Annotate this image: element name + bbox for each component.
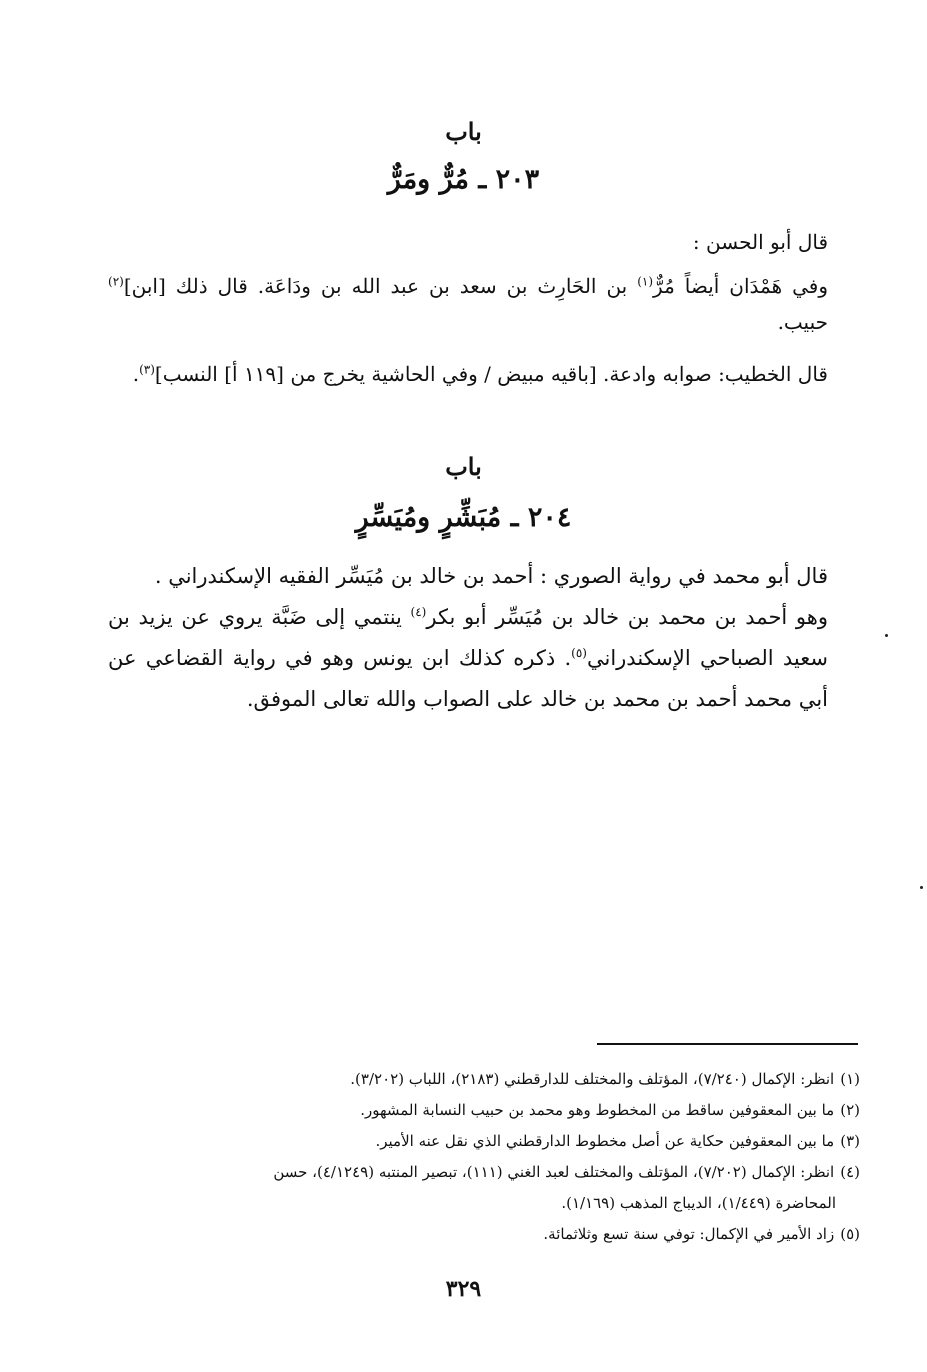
- paragraph-text: . ذكره كذلك ابن يونس وهو في رواية القضاعي عن أبي محمد أحمد بن محمد بن خالد على الصواب والله تعالى الموفق.: [108, 646, 828, 711]
- footnote-number: (٣): [840, 1132, 860, 1150]
- section-203-paragraph-1: [108, 268, 828, 340]
- footnote-4-continuation: [110, 1188, 860, 1219]
- footnote-number: (١): [840, 1070, 860, 1088]
- paragraph-text: بن الحَارِث بن سعد بن عبد الله بن ودَاعَة. قال ذلك [ابن]: [123, 274, 638, 298]
- footnotes: [110, 1064, 860, 1250]
- intro-text: قال أبو الحسن :: [692, 230, 828, 254]
- footnote-number: (٥): [840, 1225, 860, 1243]
- footnote-ref-3[interactable]: (٣): [139, 362, 155, 377]
- footnote-number: (٢): [840, 1101, 860, 1119]
- footnote-text: زاد الأمير في الإكمال: توفي سنة تسع وثلاثمائة.: [543, 1225, 835, 1243]
- footnote-1: [110, 1064, 860, 1095]
- footnote-text: انظر: الإكمال (٧/٢٤٠)، المؤتلف والمختلف للدارقطني (٢١٨٣)، اللباب (٣/٢٠٢).: [350, 1070, 835, 1088]
- page-speck: [920, 886, 923, 889]
- section-intro-203: [108, 224, 828, 260]
- footnote-ref-1[interactable]: (١): [637, 274, 654, 289]
- footnote-ref-2[interactable]: (٢): [108, 274, 124, 289]
- footnote-5: [110, 1219, 860, 1250]
- paragraph-text: قال الخطيب: صوابه وادعة. [باقيه مبيض / وفي الحاشية يخرج من [١١٩ أ] النسب]: [154, 362, 828, 386]
- section-204-paragraph-2: [108, 597, 828, 720]
- footnote-text: انظر: الإكمال (٧/٢٠٢)، المؤتلف والمختلف لعبد الغني (١١١)، تبصير المنتبه (٤/١٢٤٩)، حسن: [273, 1163, 835, 1181]
- footnote-separator: [597, 1043, 858, 1045]
- footnote-text: ما بين المعقوفين ساقط من المخطوط وهو محمد بن حبيب النسابة المشهور.: [360, 1101, 835, 1119]
- footnote-text: ما بين المعقوفين حكاية عن أصل مخطوط الدارقطني الذي نقل عنه الأمير.: [375, 1132, 835, 1150]
- paragraph-text: .: [132, 362, 140, 386]
- footnote-ref-4[interactable]: (٤): [410, 605, 427, 619]
- footnote-2: [110, 1095, 860, 1126]
- paragraph-text: ينتمي إلى ضَبَّة يروي عن يزيد بن سعيد الصباحي الإسكندراني: [108, 605, 828, 670]
- section-204-paragraph-1: [108, 556, 828, 597]
- section-label-bab-204: باب: [445, 452, 482, 481]
- paragraph-text: وفي هَمْدَان أيضاً مُرٌّ: [653, 274, 828, 298]
- footnote-text: المحاضرة (١/٤٤٩)، الديباج المذهب (١/١٦٩).: [561, 1194, 836, 1212]
- paragraph-text: وهو أحمد بن محمد بن خالد بن مُيَسِّر أبو بكر: [426, 605, 828, 629]
- footnote-4: [110, 1157, 860, 1188]
- footnote-3: [110, 1126, 860, 1157]
- page-speck: [885, 634, 888, 637]
- footnote-number: (٤): [840, 1163, 860, 1181]
- paragraph-text: قال أبو محمد في رواية الصوري : أحمد بن خالد بن مُيَسِّر الفقيه الإسكندراني .: [154, 564, 828, 588]
- paragraph-text: حبيب.: [777, 310, 828, 334]
- section-label-bab-203: باب: [445, 117, 482, 146]
- section-heading-204: ٢٠٤ ـ مُبَشِّرٍ ومُيَسِّرٍ: [355, 502, 572, 533]
- section-heading-203: ٢٠٣ ـ مُرٌّ ومَرٌّ: [387, 164, 540, 195]
- footnote-ref-5[interactable]: (٥): [571, 646, 587, 660]
- section-203-paragraph-2: [108, 356, 828, 392]
- page-number: ٣٢٩: [445, 1276, 482, 1302]
